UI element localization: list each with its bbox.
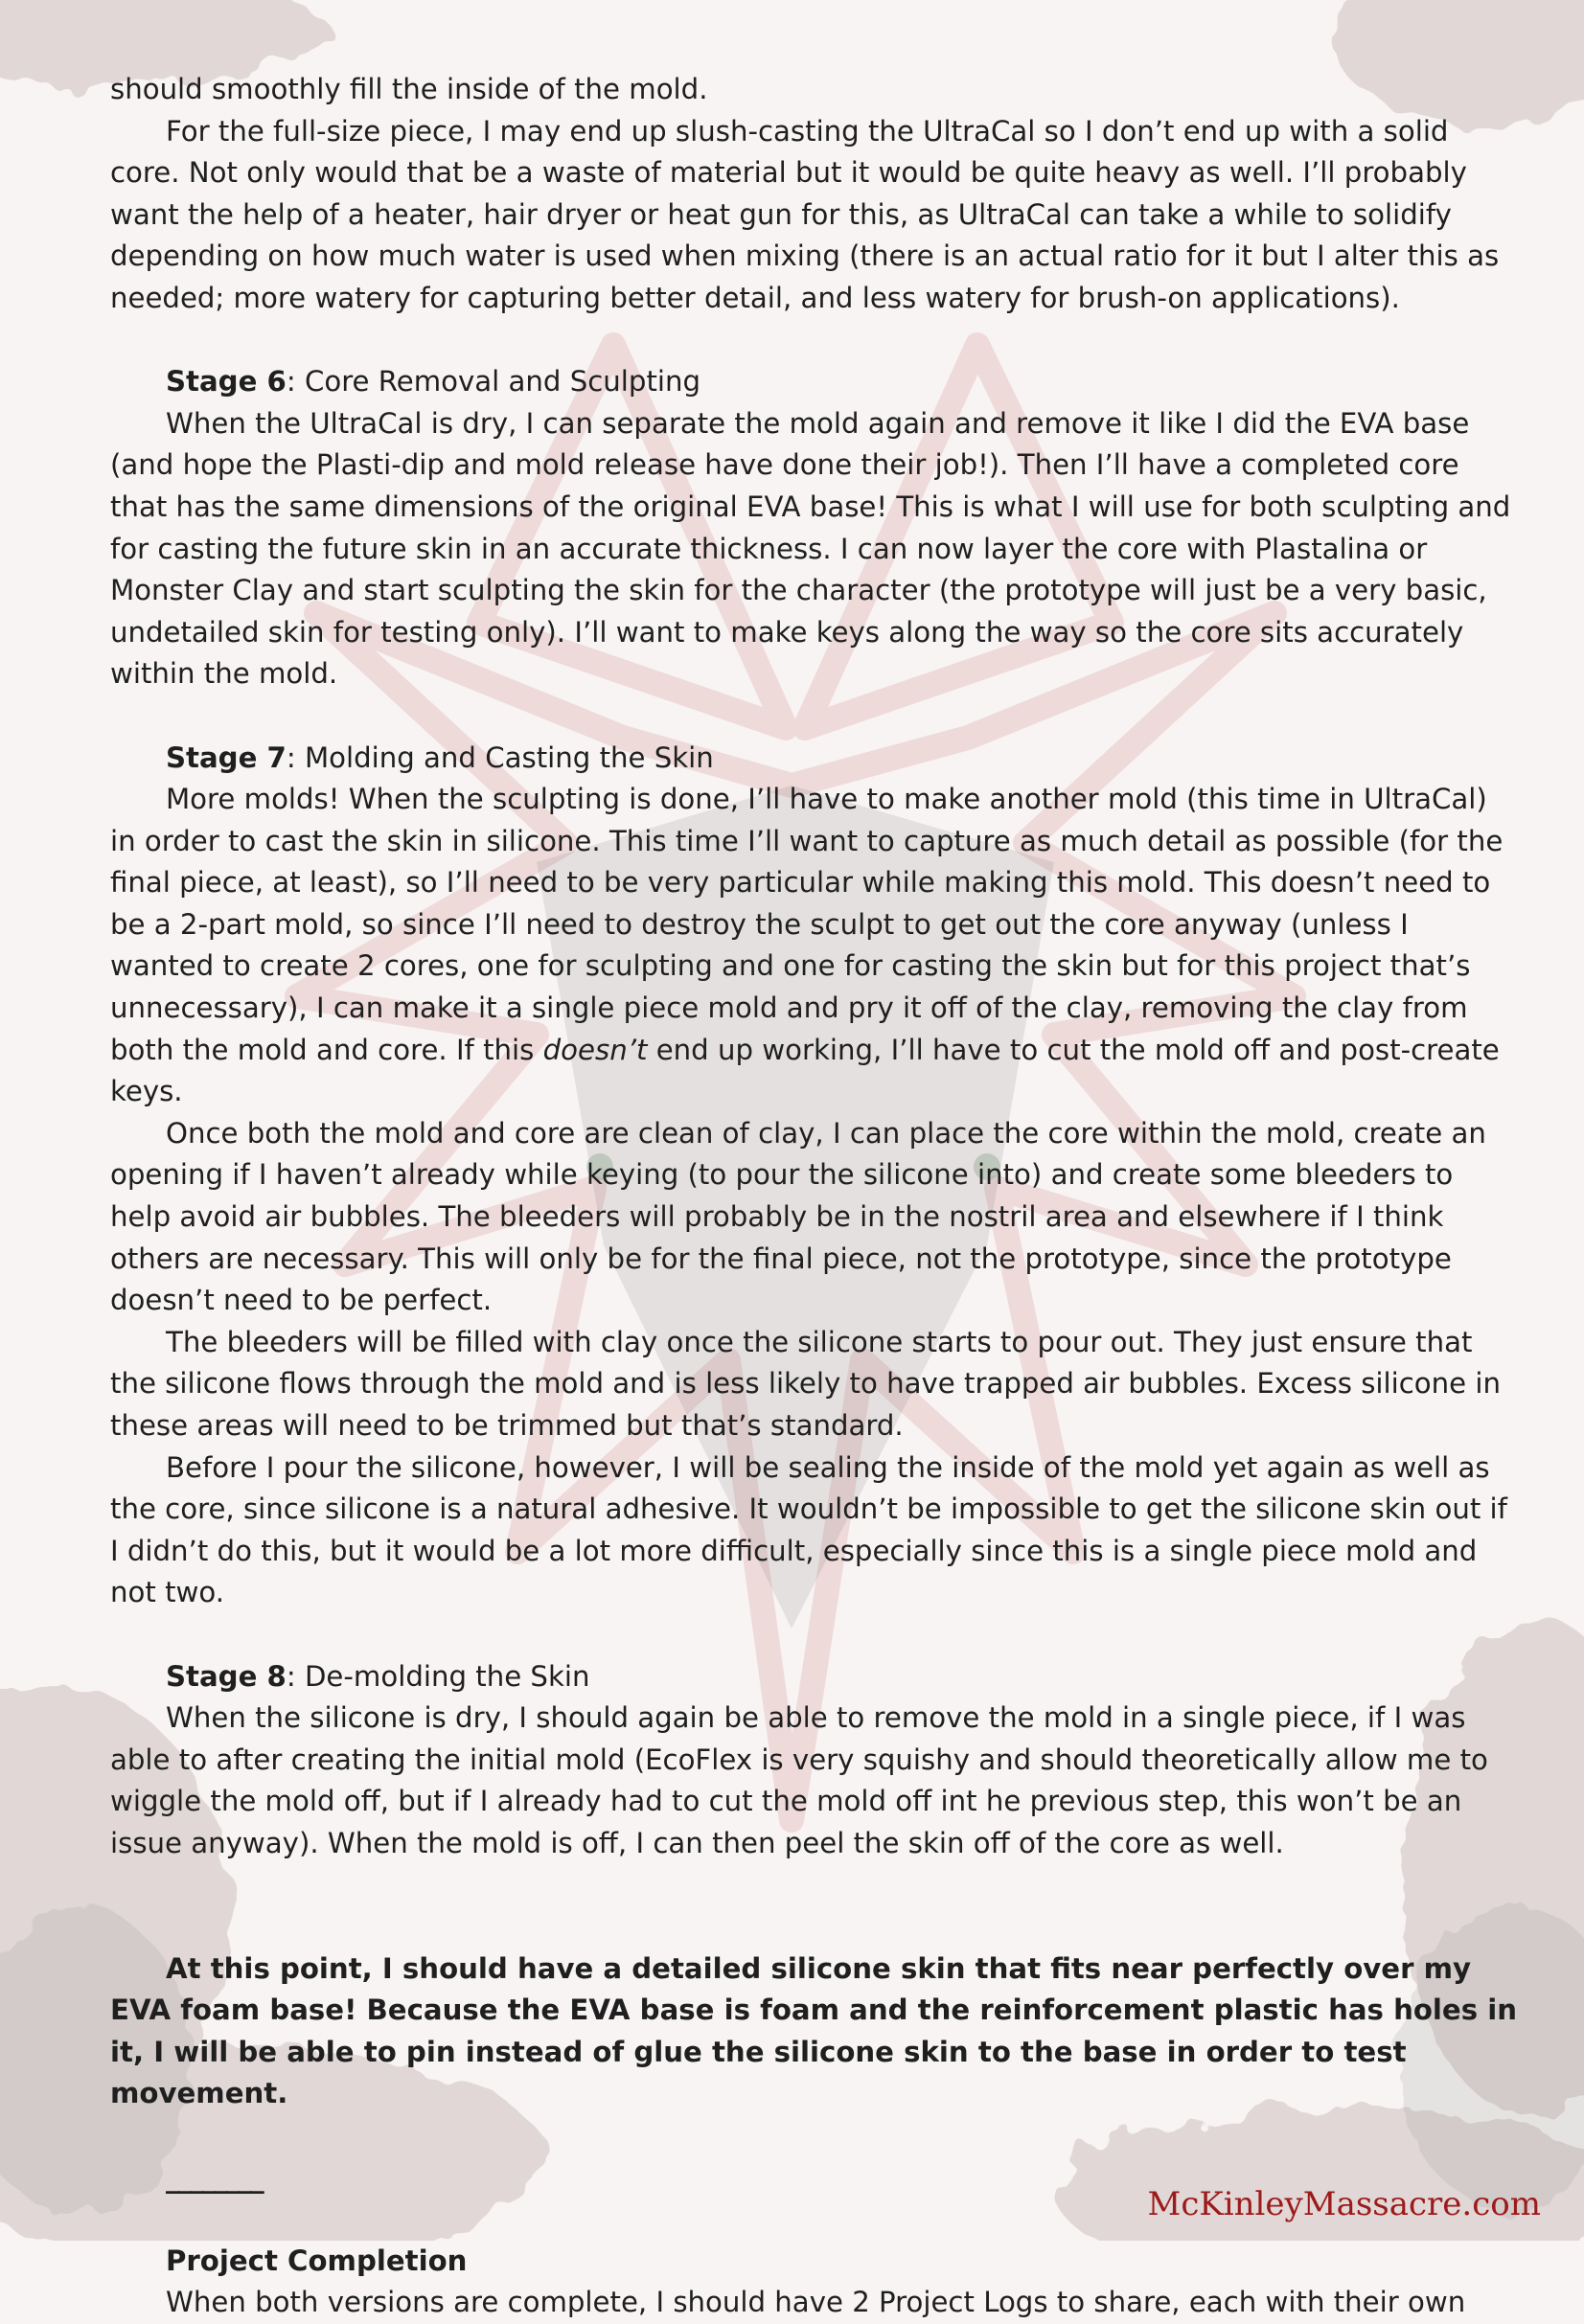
paragraph-full-size: For the full-size piece, I may end up slush-casting the UltraCal so I don’t end up with a solid core. Not only would that be a waste of material but it would be quite heavy as well. I’ll probably want the help of a heater, hair dryer or heat gun for this, as UltraCal can take a while to solidify depending on how much water is used when mixing (there is an actual ratio for it but I alter this as needed; more watery for capturing better detail, and less watery for brush-on applications). <box>110 114 1500 314</box>
stage-7-paragraph-2: Once both the mold and core are clean of clay, I can place the core within the mold, create an opening if I haven’t already while keying (to pour the silicone into) and create some bleeders to help avoid air bubbles. The bleeders will probably be in the nostril area and elsewhere if I think others are necessary. This will only be for the final piece, not the prototype, since the prototype doesn’t need to be perfect. <box>110 1116 1486 1317</box>
section-divider: ________ <box>166 2160 263 2194</box>
stage-6-paragraph: When the UltraCal is dry, I can separate the mold again and remove it like I did the EVA base (and hope the Plasti-dip and mold release have done their job!). Then I’ll have a completed core that has the same dimensions of the original EVA base! This is what I will use for both sculpting and for casting the future skin in an accurate thickness. I can now layer the core with Plastalina or Monster Clay and start sculpting the skin for the character (the prototype will just be a very basic, undetailed skin for testing only). I’ll want to make keys along the way so the core sits accurately within the mold. <box>110 406 1511 691</box>
stage-7-paragraph-3: The bleeders will be filled with clay once the silicone starts to pour out. They just ensure that the silicone flows through the mold and is less likely to have trapped air bubbles. Excess silicone in these areas will need to be trimmed but that’s standard. <box>110 1325 1502 1442</box>
stage-7-paragraph-1: More molds! When the sculpting is done, I’ll have to make another mold (this time in UltraCal) in order to cast the skin in silicone. This time I’ll want to capture as much detail as possible (for the final piece, at least), so I’ll need to be very particular while making this mold. This doesn’t need to be a 2-part mold, so since I’ll need to destroy the sculpt to get out the core anyway (unless I wanted to create 2 cores, one for sculpting and one for casting the skin but for this project that’s unnecessary), I can make it a single piece mold and pry it off of the clay, removing the clay from both the mold and core. If this doesn’t end up working, I’ll have to cut the mold off and post-create keys. <box>110 783 1504 1108</box>
site-footer-link[interactable]: McKinleyMassacre.com <box>1147 2185 1541 2223</box>
stage-7-heading: Stage 7: Molding and Casting the Skin <box>166 740 714 774</box>
stage-7-paragraph-4: Before I pour the silicone, however, I will be sealing the inside of the mold yet again as well as the core, since silicone is a natural adhesive. It wouldn’t be impossible to get the silicone skin out if I didn’t do this, but it would be a lot more difficult, especially since this is a single piece mold and not two. <box>110 1450 1507 1609</box>
conclusion-paragraph: At this point, I should have a detailed silicone skin that fits near perfectly over my EVA foam base! Because the EVA base is foam and the reinforcement plastic has holes in it, I will be able to pin instead of glue the silicone skin to the base in order to test movement. <box>110 1951 1518 2110</box>
stage-6-heading: Stage 6: Core Removal and Sculpting <box>166 365 701 399</box>
document-body <box>110 69 1519 2324</box>
paragraph-intro-end: should smoothly fill the inside of the mold. <box>110 73 708 105</box>
stage-8-paragraph: When the silicone is dry, I should again be able to remove the mold in a single piece, if I was able to after creating the initial mold (EcoFlex is very squishy and should theoretically allow me to wiggle the mold off, but if I already had to cut the mold off int he previous step, this won’t be an issue anyway). When the mold is off, I can then peel the skin off of the core as well. <box>110 1701 1488 1859</box>
project-completion-paragraph: When both versions are complete, I should have 2 Project Logs to share, each with their own <box>166 2286 1466 2319</box>
stage-8-heading: Stage 8: De-molding the Skin <box>166 1659 590 1693</box>
project-completion-heading: Project Completion <box>166 2244 468 2277</box>
